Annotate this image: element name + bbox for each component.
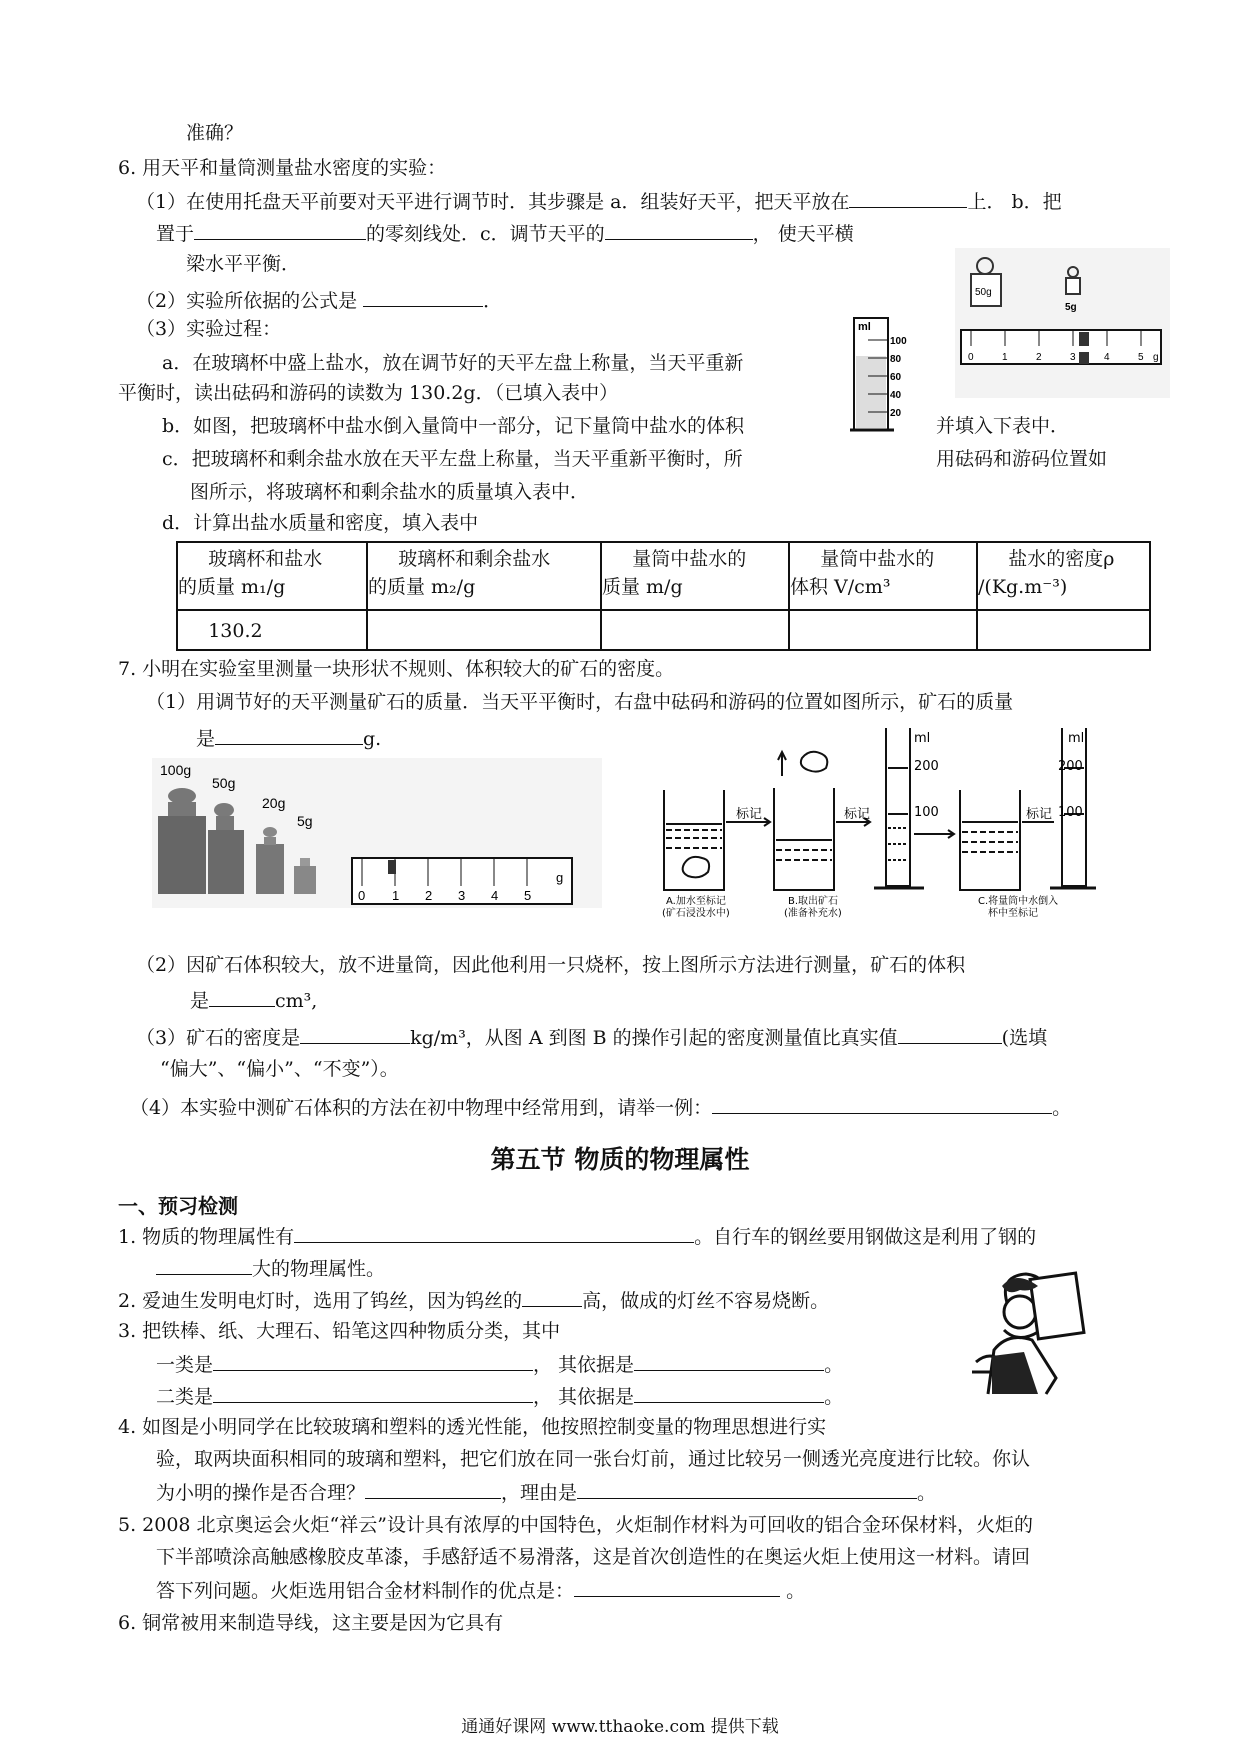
q6-blank-zero[interactable] — [194, 219, 366, 240]
q7-part3: （3）矿石的密度是 kg/m³，从图 A 到图 B 的操作引起的密度测量值比真实值 (选填 — [136, 1023, 1047, 1051]
ruler-tick: 3 — [458, 888, 466, 903]
s-q3-class2: 二类是 ， 其依据是 。 — [156, 1382, 843, 1410]
q7-part1b: 是 g. — [196, 724, 381, 752]
q7-part1: （1）用调节好的天平测量矿石的质量．当天平平衡时，右盘中砝码和游码的位置如图所示，矿石的质量 — [146, 691, 1014, 713]
q7-part2b: 是 cm³, — [190, 986, 317, 1014]
weight-label: 5g — [297, 813, 313, 829]
ruler-tick: 1 — [392, 888, 400, 903]
q7-blank-density[interactable] — [300, 1023, 410, 1044]
s-q3-blank3[interactable] — [213, 1382, 533, 1403]
q6-step-d1: d．计算出盐水质量和密度，填入表中 — [162, 512, 479, 534]
s-q5-blank[interactable] — [574, 1576, 780, 1597]
cyl-tick: 40 — [890, 390, 902, 401]
q7-blank-example[interactable] — [712, 1093, 1052, 1114]
weight-5g-label: 5g — [1065, 302, 1077, 313]
q6-part2: （2）实验所依据的公式是 ． — [136, 286, 502, 314]
ore-mass-weights-figure — [152, 758, 602, 908]
cyl-tick: 200 — [1058, 759, 1083, 774]
q6-step-a2: 平衡时，读出砝码和游码的读数为 130.2g．（已填入表中） — [118, 382, 619, 404]
q6-step-c2: 用砝码和游码位置如 — [936, 448, 1108, 470]
ruler-tick: 2 — [425, 888, 433, 903]
ruler-tick: 0 — [968, 352, 974, 363]
q7-blank-volume[interactable] — [209, 986, 275, 1007]
q6-part3: （3）实验过程： — [136, 318, 282, 340]
section-title: 第五节 物质的物理属性 — [490, 1145, 750, 1174]
s-q3-blank1[interactable] — [213, 1350, 533, 1371]
cyl-tick: 100 — [890, 336, 907, 347]
caption-a: (矿石浸没水中) — [662, 908, 730, 918]
s-q2: 2. 爱迪生发明电灯时，选用了钨丝，因为钨丝的 高，做成的灯丝不容易烧断。 — [118, 1286, 829, 1314]
s-q6: 6. 铜常被用来制造导线，这主要是因为它具有 — [118, 1612, 504, 1634]
ruler-tick: 5 — [524, 888, 532, 903]
cyl-tick: 100 — [1058, 805, 1083, 820]
s-q4c: 为小明的操作是否合理？ ，理由是 。 — [156, 1478, 936, 1506]
ruler-tick: 1 — [1002, 352, 1008, 363]
ruler-tick: 4 — [1104, 352, 1110, 363]
q7-title: 7. 小明在实验室里测量一块形状不规则、体积较大的矿石的密度。 — [118, 658, 675, 680]
s-q4a: 4. 如图是小明同学在比较玻璃和塑料的透光性能，他按照控制变量的物理思想进行实 — [118, 1416, 827, 1438]
q6-blank-adjust[interactable] — [605, 219, 753, 240]
table-header-cell: 量筒中盐水的 质量 m/g — [601, 542, 789, 610]
mark-label: 标记 — [844, 807, 871, 822]
table-cell: 130.2 — [177, 610, 367, 650]
q6-part1-line2: 置于 的零刻线处．c．调节天平的 ， 使天平横 — [156, 219, 854, 247]
table-header-cell: 玻璃杯和剩余盐水 的质量 m₂/g — [367, 542, 601, 610]
caption-c: C.将量筒中水倒入 — [978, 896, 1059, 907]
s-q5a: 5. 2008 北京奥运会火炬“祥云”设计具有浓厚的中国特色，火炬制作材料为可回收的铝合金环保材料，火炬的 — [118, 1514, 1033, 1536]
ruler-tick: 0 — [358, 888, 366, 903]
q6-blank-place[interactable] — [849, 187, 967, 208]
table-header-cell: 盐水的密度ρ /(Kg.m⁻³) — [977, 542, 1150, 610]
cyl-unit: ml — [914, 731, 931, 746]
cyl-tick: 80 — [890, 354, 902, 365]
ruler-tick: 3 — [1070, 352, 1076, 363]
subsection-title: 一、预习检测 — [118, 1194, 238, 1218]
s-q2-blank[interactable] — [522, 1286, 582, 1307]
s-q5b: 下半部喷涂高触感橡胶皮革漆，手感舒适不易滑落，这是首次创造性的在奥运火炬上使用这一材料。请回 — [156, 1546, 1031, 1568]
s-q5c: 答下列问题。火炬选用铝合金材料制作的优点是： 。 — [156, 1576, 805, 1604]
cyl-tick: 60 — [890, 372, 902, 383]
balance-weights-figure — [955, 248, 1170, 398]
weight-label: 100g — [160, 762, 192, 778]
table-cell-input[interactable] — [601, 610, 789, 650]
q6-part1-line3: 梁水平平衡． — [186, 253, 301, 275]
ruler-tick: g — [556, 870, 564, 885]
caption-b: (准备补充水) — [784, 908, 842, 918]
beaker-procedure-figure — [658, 718, 1096, 918]
table-cell-input[interactable] — [977, 610, 1150, 650]
data-table — [176, 541, 1151, 651]
ruler-tick: 4 — [491, 888, 499, 903]
mark-label: 标记 — [736, 807, 763, 822]
caption-c: 杯中至标记 — [988, 908, 1038, 918]
q7-part2: （2）因矿石体积较大，放不进量筒，因此他利用一只烧杯，按上图所示方法进行测量，矿石的体积 — [136, 954, 966, 976]
table-cell-input[interactable] — [367, 610, 601, 650]
cyl-tick: 200 — [914, 759, 939, 774]
ruler-tick: 5 — [1138, 352, 1144, 363]
weight-50g-label: 50g — [975, 287, 992, 298]
s-q4b: 验，取两块面积相同的玻璃和塑料，把它们放在同一张台灯前，通过比较另一侧透光亮度进行比较。你认 — [156, 1448, 1031, 1470]
q6-step-b2: 并填入下表中． — [936, 415, 1070, 437]
ruler-tick: 2 — [1036, 352, 1042, 363]
weight-label: 20g — [262, 795, 286, 811]
table-header-cell: 量筒中盐水的 体积 V/cm³ — [789, 542, 977, 610]
q7-blank-mass[interactable] — [215, 724, 363, 745]
weight-label: 50g — [212, 775, 236, 791]
s-q3-blank2[interactable] — [634, 1350, 824, 1371]
table-header-cell: 玻璃杯和盐水 的质量 m₁/g — [177, 542, 367, 610]
q7-part4: （4）本实验中测矿石体积的方法在初中物理中经常用到，请举一例： 。 — [130, 1093, 1071, 1121]
lamp-experiment-illustration — [968, 1266, 1098, 1396]
q7-blank-compare[interactable] — [898, 1023, 1002, 1044]
ruler-tick: g — [1153, 352, 1159, 363]
cyl-tick: 20 — [890, 408, 902, 419]
s-q1b: 大的物理属性。 — [156, 1254, 385, 1282]
table-cell-input[interactable] — [789, 610, 977, 650]
s-q3-class1: 一类是 ， 其依据是 。 — [156, 1350, 843, 1378]
s-q3: 3. 把铁棒、纸、大理石、铅笔这四种物质分类，其中 — [118, 1320, 561, 1342]
cyl-unit: ml — [1068, 731, 1085, 746]
q5-tail: 准确？ — [186, 122, 244, 144]
caption-b: B.取出矿石 — [788, 896, 839, 907]
q6-step-b1: b．如图，把玻璃杯中盐水倒入量筒中一部分，记下量筒中盐水的体积 — [162, 415, 745, 437]
s-q1-blank[interactable] — [294, 1222, 694, 1243]
q6-title: 6. 用天平和量筒测量盐水密度的实验： — [118, 157, 447, 179]
s-q4-blank1[interactable] — [365, 1478, 501, 1499]
q6-step-c3: 图所示，将玻璃杯和剩余盐水的质量填入表中． — [190, 481, 590, 503]
s-q4-blank2[interactable] — [577, 1478, 917, 1499]
page-footer: 通通好课网 www.tthaoke.com 提供下载 — [461, 1717, 779, 1737]
s-q3-blank4[interactable] — [634, 1382, 824, 1403]
q6-step-c1: c．把玻璃杯和剩余盐水放在天平左盘上称量，当天平重新平衡时，所 — [162, 448, 743, 470]
q6-step-a1: a．在玻璃杯中盛上盐水，放在调节好的天平左盘上称量，当天平重新 — [162, 352, 744, 374]
cyl-tick: 100 — [914, 805, 939, 820]
q6-part1-line1: （1）在使用托盘天平前要对天平进行调节时．其步骤是 a．组装好天平，把天平放在 上． b．把 — [136, 187, 1062, 215]
q7-part3b: “偏大”、“偏小”、“不变”）。 — [160, 1058, 399, 1080]
graduated-cylinder-figure — [848, 312, 922, 436]
mark-label: 标记 — [1026, 807, 1053, 822]
s-q1-blank2[interactable] — [156, 1254, 252, 1275]
q6-blank-formula[interactable] — [363, 286, 483, 307]
cyl-unit: ml — [858, 321, 871, 333]
caption-a: A.加水至标记 — [666, 896, 726, 907]
s-q1: 1. 物质的物理属性有 。自行车的钢丝要用钢做这是利用了钢的 — [118, 1222, 1036, 1250]
